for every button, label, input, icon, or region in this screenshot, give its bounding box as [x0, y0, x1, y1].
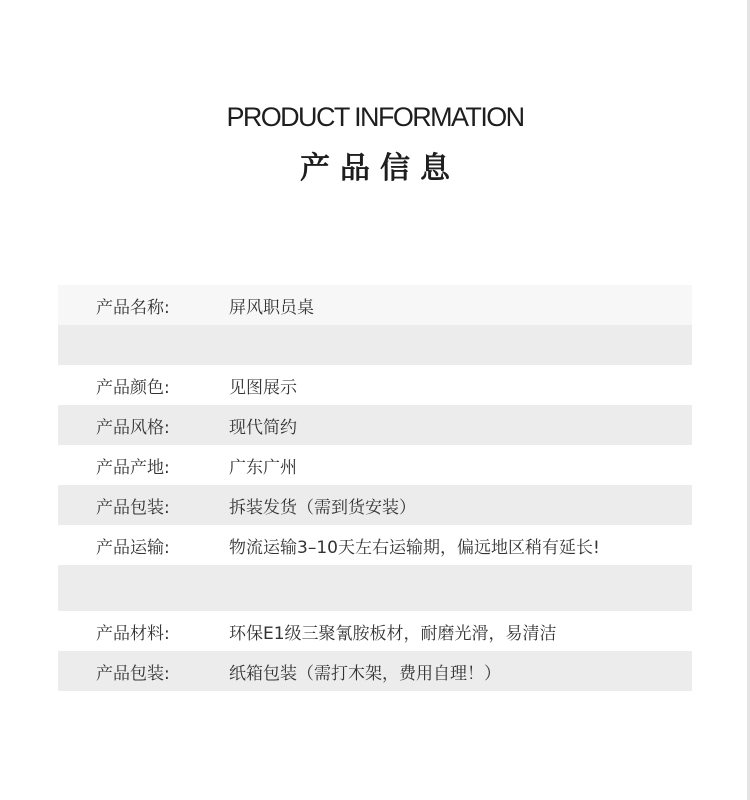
- row-value: 现代简约: [229, 417, 297, 438]
- row-product-color: [58, 365, 692, 405]
- row-product-origin: [58, 445, 692, 485]
- title-chinese: 产品信息: [300, 151, 460, 186]
- row-label: 产品运输:: [96, 537, 170, 558]
- row-empty: [58, 325, 692, 365]
- row-label: 产品风格:: [96, 417, 170, 438]
- row-value: 物流运输3–10天左右运输期，偏远地区稍有延长!: [229, 537, 600, 558]
- row-value: 环保E1级三聚氰胺板材，耐磨光滑，易清洁: [229, 623, 557, 644]
- row-value: 广东广州: [229, 457, 297, 478]
- row-label: 产品材料:: [96, 623, 170, 644]
- row-product-name: [58, 285, 692, 325]
- row-label: 产品包装:: [96, 497, 170, 518]
- row-product-material: [58, 611, 692, 651]
- title-english: PRODUCT INFORMATION: [226, 102, 524, 132]
- row-value: 屏风职员桌: [229, 297, 314, 318]
- row-product-shipping: [58, 525, 692, 565]
- row-value: 见图展示: [229, 377, 297, 398]
- row-value: 拆装发货（需到货安装）: [229, 497, 416, 518]
- row-label: 产品颜色:: [96, 377, 170, 398]
- row-value: 纸箱包装（需打木架，费用自理！）: [229, 663, 501, 684]
- row-product-style: [58, 405, 692, 445]
- row-product-packaging-2: [58, 651, 692, 691]
- row-label: 产品产地:: [96, 457, 170, 478]
- row-label: 产品名称:: [96, 297, 170, 318]
- row-label: 产品包装:: [96, 663, 170, 684]
- product-info-table: [58, 285, 692, 691]
- row-empty: [58, 565, 692, 611]
- row-product-packaging: [58, 485, 692, 525]
